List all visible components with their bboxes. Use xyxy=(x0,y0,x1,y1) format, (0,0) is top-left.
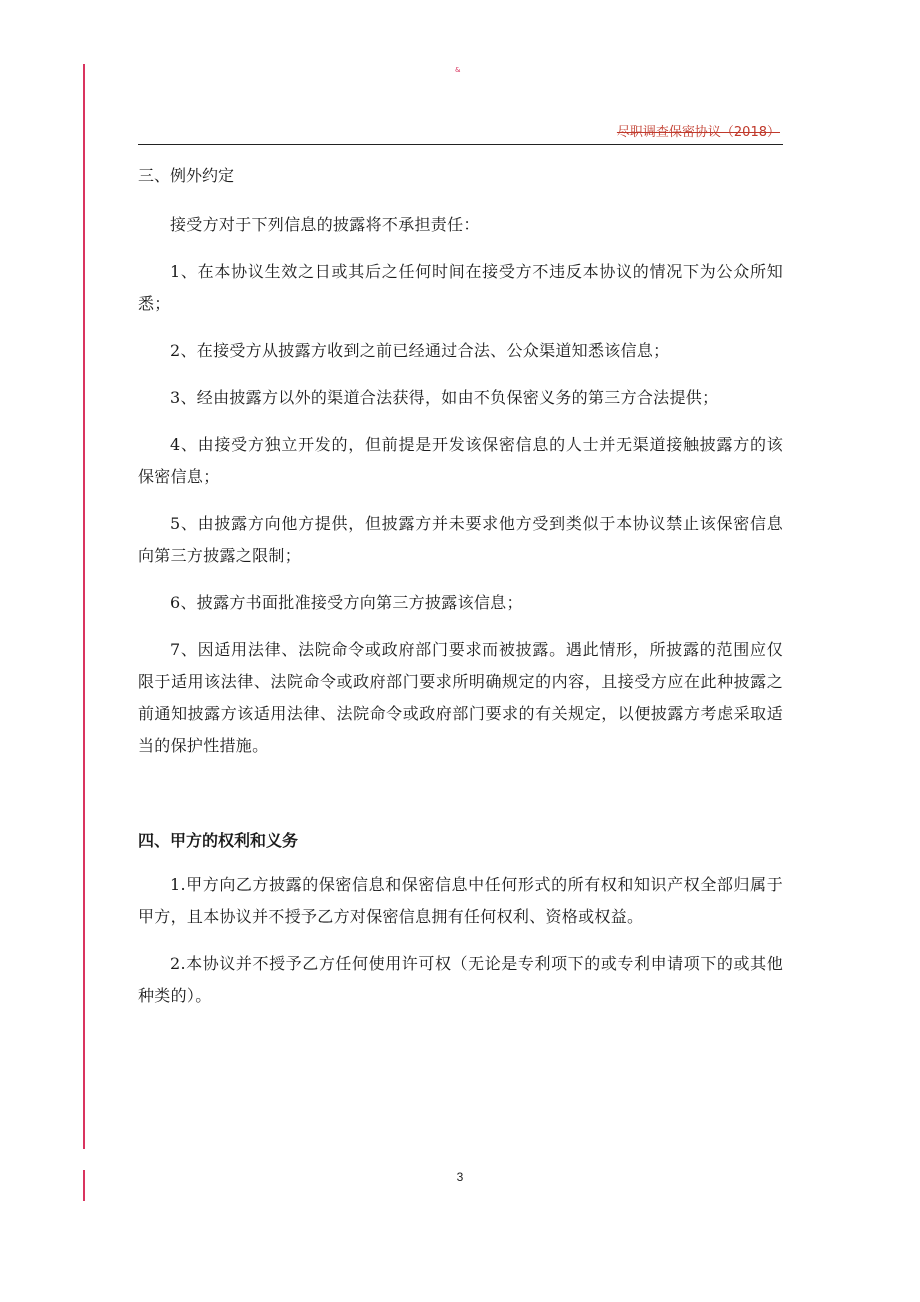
header-rule xyxy=(138,144,783,145)
section-3-item-3: 3、经由披露方以外的渠道合法获得，如由不负保密义务的第三方合法提供； xyxy=(170,388,719,407)
section-3-heading: 三、例外约定 xyxy=(138,166,235,185)
section-3-item-6: 6、披露方书面批准接受方向第三方披露该信息； xyxy=(170,593,523,612)
section-4-heading: 四、甲方的权利和义务 xyxy=(138,831,299,850)
section-3-item-4: 4、由接受方独立开发的，但前提是开发该保密信息的人士并无渠道接触披露方的该保密信息； xyxy=(138,435,783,486)
section-4-item-2: 2.本协议并不授予乙方任何使用许可权（无论是专利项下的或专利申请项下的或其他种类的）。 xyxy=(138,954,783,1005)
margin-line-top xyxy=(83,64,85,1149)
section-gap xyxy=(138,777,783,825)
page-number: 3 xyxy=(456,1170,464,1184)
section-3-item-2: 2、在接受方从披露方收到之前已经通过合法、公众渠道知悉该信息； xyxy=(170,341,670,360)
section-4-item-1: 1.甲方向乙方披露的保密信息和保密信息中任何形式的所有权和知识产权全部归属于甲方，且本协议并不授予乙方对保密信息拥有任何权利、资格或权益。 xyxy=(138,875,783,926)
document-body xyxy=(138,160,783,1027)
header-mark: & xyxy=(455,66,461,74)
header-title: 尽职调查保密协议（2018） xyxy=(616,125,780,140)
section-3-intro: 接受方对于下列信息的披露将不承担责任： xyxy=(170,215,480,234)
section-3-item-1: 1、在本协议生效之日或其后之任何时间在接受方不违反本协议的情况下为公众所知悉； xyxy=(138,262,783,313)
section-3-item-7: 7、因适用法律、法院命令或政府部门要求而被披露。遇此情形，所披露的范围应仅限于适用该法律、法院命令或政府部门要求所明确规定的内容，且接受方应在此种披露之前通知披露方该适用法律、法院命令或政府部门要求的有关规定，以便披露方考虑采取适当的保护性措施。 xyxy=(138,640,783,755)
section-3-item-5: 5、由披露方向他方提供，但披露方并未要求他方受到类似于本协议禁止该保密信息向第三方披露之限制； xyxy=(138,514,783,565)
